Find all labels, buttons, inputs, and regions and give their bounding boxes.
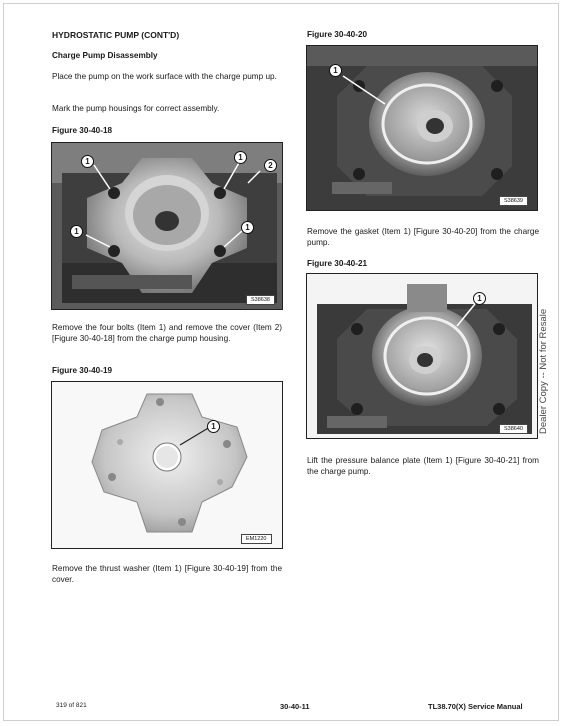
- callout-19-a: 1: [207, 420, 220, 433]
- figure-30-40-18-photo: [51, 142, 283, 310]
- paragraph-remove-gasket: Remove the gasket (Item 1) [Figure 30-40-20] from the charge pump.: [307, 227, 539, 247]
- callout-20-a: 1: [329, 64, 342, 77]
- figure-code-20: S38639: [499, 196, 528, 206]
- figure-30-40-19-photo: [51, 381, 283, 549]
- callout-18-b: 1: [234, 151, 247, 164]
- callout-18-d: 1: [70, 225, 83, 238]
- paragraph-remove-bolts: Remove the four bolts (Item 1) and remove the cover (Item 2) [Figure 30-40-18] from the charge pump housing.: [52, 323, 282, 343]
- paragraph-remove-thrust-washer: Remove the thrust washer (Item 1) [Figure 30-40-19] from the cover.: [52, 564, 282, 584]
- callout-18-e: 1: [241, 221, 254, 234]
- figure-label-20: Figure 30-40-20: [307, 30, 368, 39]
- callout-18-a: 1: [81, 155, 94, 168]
- figure-30-40-21-photo: [306, 273, 538, 439]
- section-title: HYDROSTATIC PUMP (CONT'D): [52, 30, 180, 40]
- footer-manual-title: TL38.70(X) Service Manual: [428, 702, 523, 711]
- paragraph-place-pump: Place the pump on the work surface with the charge pump up.: [52, 72, 277, 81]
- figure-code-18: S38638: [246, 295, 275, 305]
- callout-21-a: 1: [473, 292, 486, 305]
- paragraph-lift-balance-plate: Lift the pressure balance plate (Item 1) [Figure 30-40-21] from the charge pump.: [307, 456, 539, 476]
- footer-page-count: 319 of 821: [56, 702, 87, 709]
- figure-label-21: Figure 30-40-21: [307, 259, 368, 268]
- figure-30-40-20-photo: [306, 45, 538, 211]
- subsection-title: Charge Pump Disassembly: [52, 51, 158, 60]
- figure-label-19: Figure 30-40-19: [52, 366, 113, 375]
- callout-18-c: 2: [264, 159, 277, 172]
- figure-code-21: S38640: [499, 424, 528, 434]
- footer-page-number: 30-40-11: [280, 702, 310, 711]
- paragraph-mark-housings: Mark the pump housings for correct assembly.: [52, 104, 220, 113]
- figure-label-18: Figure 30-40-18: [52, 126, 113, 135]
- side-watermark: Dealer Copy -- Not for Resale: [538, 308, 549, 434]
- figure-code-19: EM1220: [241, 534, 272, 544]
